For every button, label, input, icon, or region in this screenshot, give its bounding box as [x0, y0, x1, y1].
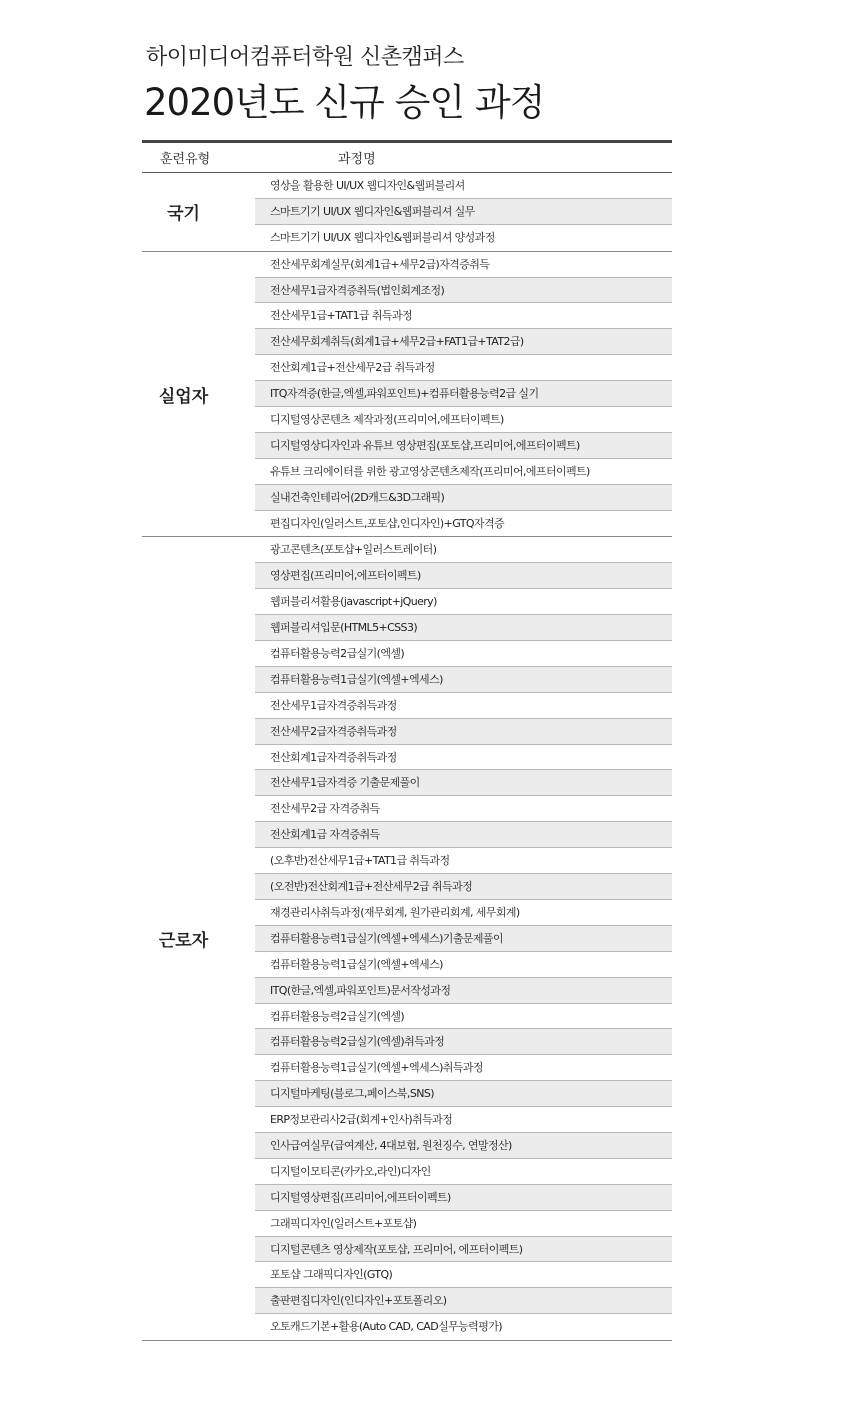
table-row: 웹퍼블리셔활용(javascript+jQuery)	[255, 589, 672, 615]
table-row: 디지털마케팅(블로그,페이스북,SNS)	[255, 1081, 672, 1107]
table-group-gukgi	[142, 173, 672, 252]
column-header-type: 훈련유형	[160, 152, 211, 167]
table-row: 편집디자인(일러스트,포토샵,인디자인)+GTQ자격증	[270, 516, 504, 530]
table-row: 컴퓨터활용능력1급실기(엑셀+엑세스)	[255, 667, 672, 693]
table-row: 디지털영상편집(프리미어,에프터이펙트)	[255, 1185, 672, 1211]
training-type-label: 근로자	[158, 931, 209, 952]
column-header-course: 과정명	[338, 152, 376, 167]
table-row: 전산세무1급자격증 기출문제풀이	[255, 770, 672, 796]
table-body	[142, 173, 672, 1341]
table-row: 유튜브 크리에이터를 위한 광고영상콘텐츠제작(프리미어,에프터이펙트)	[255, 459, 672, 485]
table-header	[142, 140, 672, 173]
table-row: 전산세무2급자격증취득과정	[255, 719, 672, 745]
table-row: 컴퓨터활용능력2급실기(엑셀)	[255, 1004, 672, 1030]
page-title: 2020년도 신규 승인 과정	[144, 81, 545, 124]
table-row: ITQ(한글,엑셀,파워포인트)문서작성과정	[255, 978, 672, 1004]
table-row: 컴퓨터활용능력2급실기(엑셀)취득과정	[255, 1029, 672, 1055]
table-group-unemployed	[142, 252, 672, 538]
table-row: 웹퍼블리셔입문(HTML5+CSS3)	[255, 615, 672, 641]
table-row: 전산회계1급+전산세무2급 취득과정	[255, 355, 672, 381]
table-row: 디지털이모티콘(카카오,라인)디자인	[255, 1159, 672, 1185]
table-row: 오토캐드기본+활용(Auto CAD, CAD실무능력평가)	[270, 1320, 502, 1334]
table-row: 컴퓨터활용능력1급실기(엑셀+엑세스)취득과정	[255, 1055, 672, 1081]
table-row: 영상을 활용한 UI/UX 웹디자인&웹퍼블리셔	[255, 173, 672, 199]
table-row: 인사급여실무(급여계산, 4대보험, 원천징수, 연말정산)	[255, 1133, 672, 1159]
table-row: 실내건축인테리어(2D캐드&3D그래픽)	[255, 485, 672, 511]
table-row: (오후반)전산세무1급+TAT1급 취득과정	[255, 848, 672, 874]
course-table	[142, 140, 672, 1341]
course-list	[255, 173, 672, 251]
table-row: 전산세무1급자격증취득(법인회계조정)	[255, 278, 672, 304]
table-row: 컴퓨터활용능력2급실기(엑셀)	[255, 641, 672, 667]
table-row: 디지털영상디자인과 유튜브 영상편집(포토샵,프리미어,에프터이펙트)	[255, 433, 672, 459]
table-row: 전산세무1급자격증취득과정	[255, 693, 672, 719]
table-row: 컴퓨터활용능력1급실기(엑셀+엑세스)	[255, 952, 672, 978]
training-type-label: 실업자	[158, 386, 209, 407]
table-row: 재경관리사취득과정(재무회계, 원가관리회계, 세무회계)	[255, 900, 672, 926]
table-row: 디지털콘텐츠 영상제작(포토샵, 프리미어, 에프터이펙트)	[255, 1237, 672, 1263]
table-row: 스마트기기 UI/UX 웹디자인&웹퍼블리셔 실무	[255, 199, 672, 225]
table-row: 스마트기기 UI/UX 웹디자인&웹퍼블리셔 양성과정	[270, 230, 495, 244]
course-list	[255, 252, 672, 537]
table-row: 전산세무회계취득(회계1급+세무2급+FAT1급+TAT2급)	[255, 329, 672, 355]
table-row: 컴퓨터활용능력1급실기(엑셀+엑세스)기출문제풀이	[255, 926, 672, 952]
table-row: 전산세무1급+TAT1급 취득과정	[255, 303, 672, 329]
table-row: 광고콘텐츠(포토샵+일러스트레이터)	[255, 537, 672, 563]
table-row: 영상편집(프리미어,에프터이펙트)	[255, 563, 672, 589]
table-row: 전산세무2급 자격증취득	[255, 796, 672, 822]
table-row: 디지털영상콘텐츠 제작과정(프리미어,에프터이펙트)	[255, 407, 672, 433]
table-row: 그래픽디자인(일러스트+포토샵)	[255, 1211, 672, 1237]
table-row: 전산회계1급자격증취득과정	[255, 745, 672, 771]
table-row: (오전반)전산회계1급+전산세무2급 취득과정	[255, 874, 672, 900]
table-row: ERP정보관리사2급(회계+인사)취득과정	[255, 1107, 672, 1133]
table-row: 출판편집디자인(인디자인+포토폴리오)	[255, 1288, 672, 1314]
table-row: ITQ자격증(한글,엑셀,파워포인트)+컴퓨터활용능력2급 실기	[255, 381, 672, 407]
table-row: 포토샵 그래픽디자인(GTQ)	[255, 1262, 672, 1288]
academy-name: 하이미디어컴퓨터학원 신촌캠퍼스	[146, 45, 464, 70]
table-row: 전산회계1급 자격증취득	[255, 822, 672, 848]
training-type-label: 국기	[167, 204, 200, 225]
course-list	[255, 537, 672, 1340]
table-group-worker	[142, 537, 672, 1341]
table-row: 전산세무회계실무(회계1급+세무2급)자격증취득	[255, 252, 672, 278]
